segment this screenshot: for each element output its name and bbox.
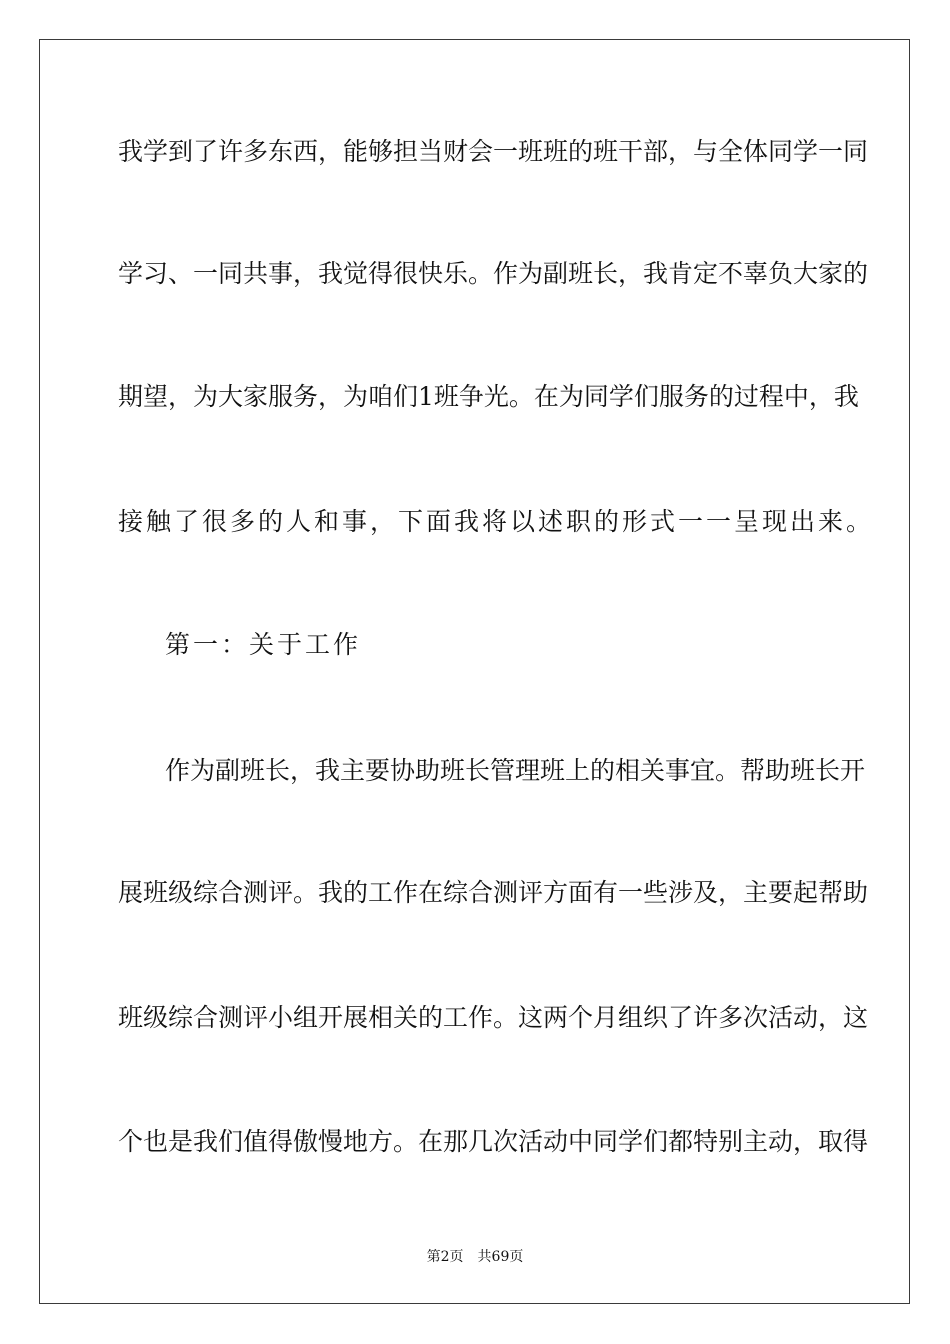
page-border — [39, 39, 910, 1304]
section-heading: 第一：关于工作 — [165, 630, 362, 659]
body-line-1: 我学到了许多东西，能够担当财会一班班的班干部，与全体同学一同 — [118, 137, 869, 166]
body-line-2: 学习、一同共事，我觉得很快乐。作为副班长，我肯定不辜负大家的 — [118, 259, 869, 288]
page-footer — [0, 1248, 950, 1266]
body-line-7: 展班级综合测评。我的工作在综合测评方面有一些涉及，主要起帮助 — [118, 878, 869, 907]
body-line-9: 个也是我们值得傲慢地方。在那几次活动中同学们都特别主动，取得 — [118, 1127, 869, 1156]
page-number: 第2页 — [426, 1249, 464, 1265]
body-line-4: 接触了很多的人和事，下面我将以述职的形式一一呈现出来。 — [118, 507, 875, 536]
body-line-3: 期望，为大家服务，为咱们1班争光。在为同学们服务的过程中，我 — [118, 382, 859, 411]
body-line-6: 作为副班长，我主要协助班长管理班上的相关事宜。帮助班长开 — [165, 756, 866, 785]
body-line-8: 班级综合测评小组开展相关的工作。这两个月组织了许多次活动，这 — [118, 1003, 869, 1032]
page-total: 共69页 — [477, 1249, 524, 1265]
